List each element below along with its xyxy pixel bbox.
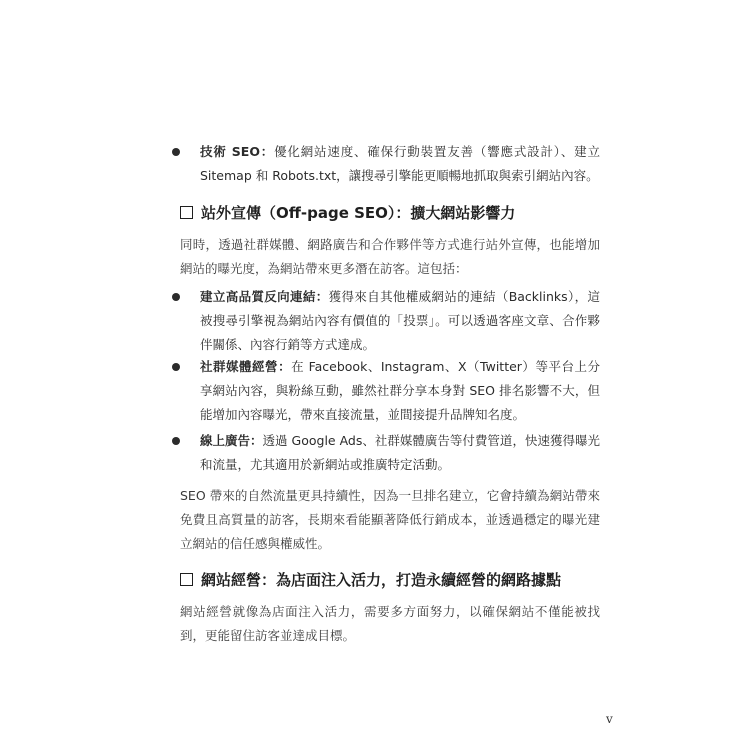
paragraph-offpage-intro: 同時，透過社群媒體、網路廣告和合作夥伴等方式進行站外宣傳，也能增加網站的曝光度，為網站帶來更多潛在訪客。這包括： <box>180 237 600 276</box>
list-item-term: 建立高品質反向連結： <box>200 289 329 304</box>
section-heading-text: 站外宣傳（Off-page SEO）：擴大網站影響力 <box>201 204 516 222</box>
list-item-technical-seo <box>180 140 600 188</box>
list-item-term: 線上廣告： <box>200 433 263 448</box>
section-heading-offpage <box>180 202 610 224</box>
checkbox-square-icon <box>180 206 193 219</box>
list-item-social-media <box>180 355 600 427</box>
list-item-term: 社群媒體經營： <box>200 359 292 374</box>
paragraph-seo-conclusion: SEO 帶來的自然流量更具持續性，因為一旦排名建立，它會持續為網站帶來免費且高質量的訪客，長期來看能顯著降低行銷成本，並透過穩定的曝光建立網站的信任感與權威性。 <box>180 488 600 551</box>
list-item-text: 透過 Google Ads、社群媒體廣告等付費管道，快速獲得曝光和流量，尤其適用於新網站或推廣特定活動。 <box>200 433 600 472</box>
section-heading-operation <box>180 569 610 591</box>
list-item-text: 獲得來自其他權威網站的連結（Backlinks），這被搜尋引擎視為網站內容有價值的「投票」。可以透過客座文章、合作夥伴關係、內容行銷等方式達成。 <box>200 289 600 352</box>
list-item-backlinks <box>180 285 600 357</box>
checkbox-square-icon <box>180 573 193 586</box>
bullet-icon <box>172 293 180 301</box>
page-number: v <box>606 712 613 726</box>
paragraph-operation-intro: 網站經營就像為店面注入活力，需要多方面努力，以確保網站不僅能被找到，更能留住訪客並達成目標。 <box>180 604 600 643</box>
list-item-text: 在 Facebook、Instagram、X（Twitter）等平台上分享網站內容，與粉絲互動，雖然社群分享本身對 SEO 排名影響不大，但能增加內容曝光，帶來直接流量，並間接提升品牌知名度。 <box>200 359 600 422</box>
bullet-icon <box>172 148 180 156</box>
bullet-icon <box>172 437 180 445</box>
section-heading-text: 網站經營：為店面注入活力，打造永續經營的網路據點 <box>201 571 562 589</box>
list-item-text: 優化網站速度、確保行動裝置友善（響應式設計）、建立 Sitemap 和 Robots.txt，讓搜尋引擎能更順暢地抓取與索引網站內容。 <box>200 144 600 183</box>
bullet-icon <box>172 363 180 371</box>
list-item-online-ads <box>180 429 600 477</box>
list-item-term: 技術 SEO： <box>200 144 275 159</box>
